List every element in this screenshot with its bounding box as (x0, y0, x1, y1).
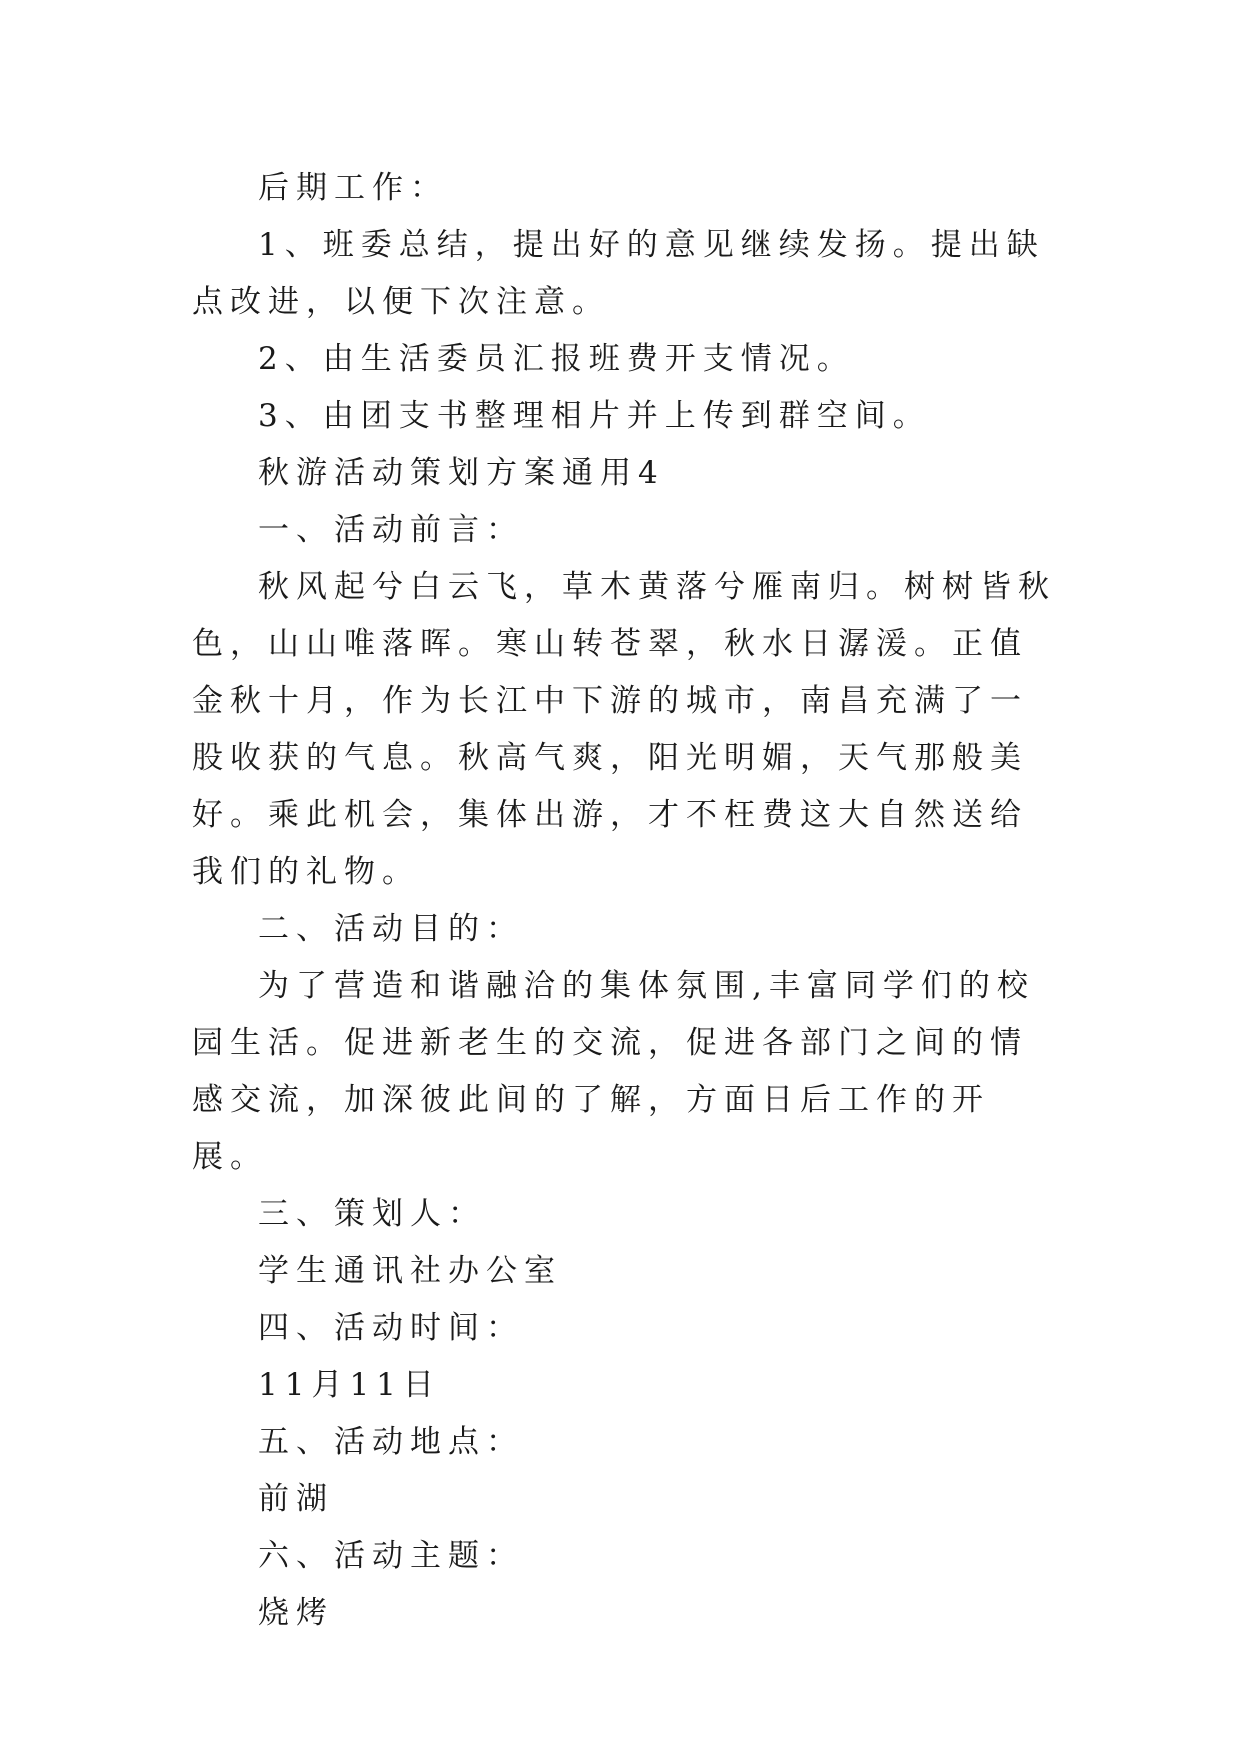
theme-value: 烧烤 (258, 1595, 334, 1631)
preface-paragraph: 秋风起兮白云飞，草木黄落兮雁南归。树树皆秋色，山山唯落晖。寒山转苍翠，秋水日潺湲。正值金秋十月，作为长江中下游的城市，南昌充满了一股收获的气息。秋高气爽，阳光明媚，天气那般美好。乘此机会，集体出游，才不枉费这大自然送给我们的礼物。 (192, 569, 1056, 890)
section-heading-planner: 三、策划人： (258, 1196, 486, 1232)
list-item-expense-report: 2、由生活委员汇报班费开支情况。 (258, 341, 855, 377)
list-item-photo-upload: 3、由团支书整理相片并上传到群空间。 (258, 398, 931, 434)
section-heading-theme: 六、活动主题： (258, 1538, 524, 1574)
section-heading-preface: 一、活动前言： (258, 512, 524, 548)
location-value: 前湖 (258, 1481, 334, 1517)
section-heading-purpose: 二、活动目的： (258, 911, 524, 947)
purpose-paragraph: 为了营造和谐融洽的集体氛围,丰富同学们的校园生活。促进新老生的交流，促进各部门之间的情感交流，加深彼此间的了解，方面日后工作的开展。 (192, 968, 1035, 1175)
time-value: 11月11日 (258, 1367, 441, 1403)
section-heading-time: 四、活动时间： (258, 1310, 524, 1346)
section-heading-location: 五、活动地点： (258, 1424, 524, 1460)
list-item-summary: 1、班委总结，提出好的意见继续发扬。提出缺点改进，以便下次注意。 (192, 227, 1045, 320)
plan-title: 秋游活动策划方案通用4 (258, 455, 665, 491)
document-body (192, 160, 1064, 1642)
planner-value: 学生通讯社办公室 (258, 1253, 562, 1289)
section-heading-follow-up: 后期工作： (258, 170, 448, 206)
